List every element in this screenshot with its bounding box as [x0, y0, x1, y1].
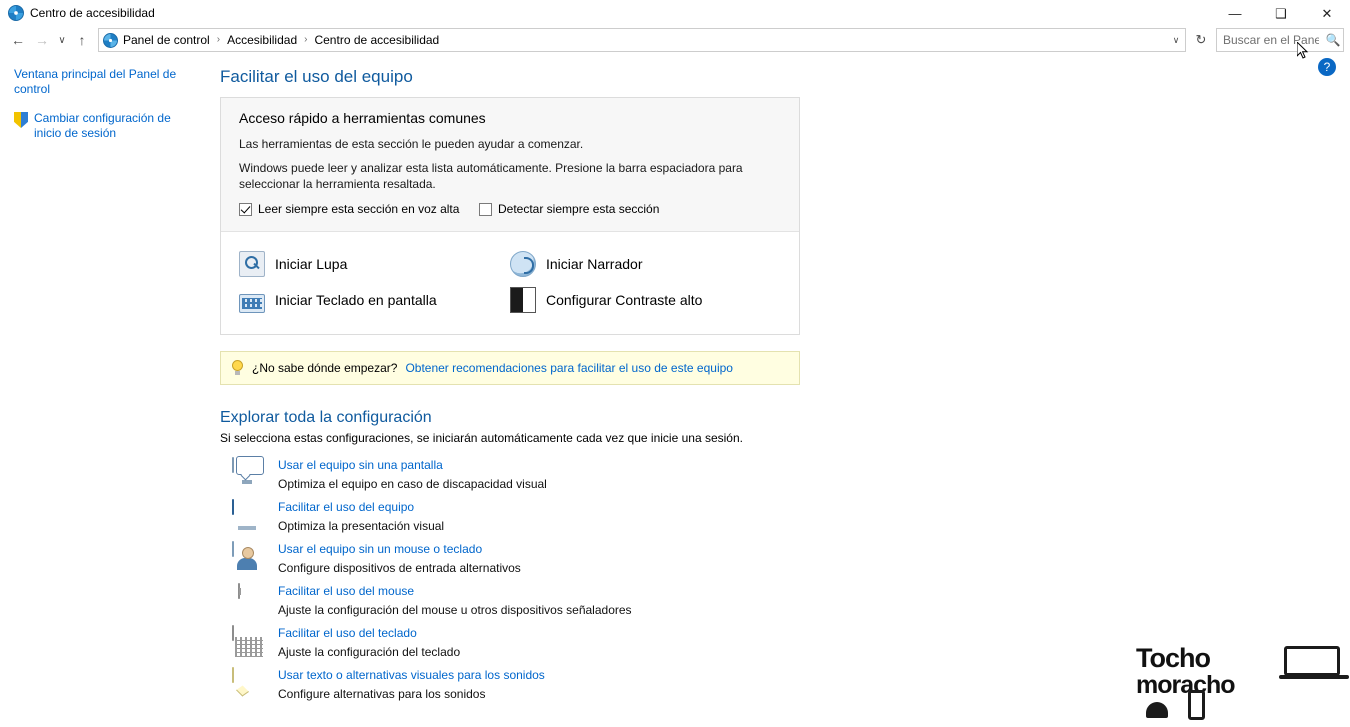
quick-access-heading: Acceso rápido a herramientas comunes — [239, 110, 486, 126]
breadcrumb-item-2[interactable]: Centro de accesibilidad — [314, 33, 440, 47]
watermark — [1136, 644, 1342, 722]
lightbulb-icon — [231, 360, 244, 376]
tool-label: Configurar Contraste alto — [546, 292, 703, 308]
setting-description: Optimiza el equipo en caso de discapacidad visual — [278, 477, 547, 491]
quick-access-panel — [220, 97, 800, 335]
android-icon — [1146, 702, 1168, 718]
search-box[interactable] — [1216, 28, 1344, 52]
keyboard-icon — [232, 626, 266, 660]
breadcrumb-separator-0[interactable]: › — [216, 34, 221, 45]
setting-make-mouse-easier-to-use[interactable] — [220, 581, 1350, 623]
setting-description: Configure dispositivos de entrada alternativos — [278, 561, 521, 575]
forward-icon[interactable]: → — [35, 32, 49, 48]
help-icon[interactable]: ? — [1318, 58, 1336, 76]
quick-access-line-1: Las herramientas de esta sección le pueden ayudar a comenzar. — [239, 137, 584, 151]
setting-link[interactable]: Usar texto o alternativas visuales para los sonidos — [278, 668, 545, 682]
maximize-button[interactable]: ❑ — [1275, 5, 1287, 21]
back-icon[interactable]: ← — [11, 32, 25, 48]
setting-description: Ajuste la configuración del mouse u otros dispositivos señaladores — [278, 603, 632, 617]
tool-label: Iniciar Lupa — [275, 256, 348, 272]
monitor-icon — [232, 500, 266, 534]
sidebar-item-label: Cambiar configuración de inicio de sesión — [34, 111, 171, 140]
sidebar — [0, 55, 206, 727]
quick-access-header — [221, 98, 799, 232]
control-panel-icon — [8, 5, 24, 21]
setting-link[interactable]: Facilitar el uso del equipo — [278, 500, 415, 514]
close-button[interactable]: ✕ — [1321, 5, 1333, 21]
quick-access-tools — [221, 232, 799, 334]
quick-access-checkboxes — [239, 202, 781, 217]
explore-heading: Explorar toda la configuración — [220, 409, 432, 426]
breadcrumb-item-0[interactable]: Panel de control — [123, 33, 210, 47]
search-input[interactable] — [1217, 33, 1323, 47]
checkbox-label: Detectar siempre esta sección — [498, 202, 660, 216]
onscreen-keyboard-icon — [239, 294, 265, 313]
person-icon — [232, 542, 266, 576]
checkbox-read-section-aloud[interactable] — [239, 202, 479, 217]
watermark-line-2: moracho — [1136, 671, 1235, 699]
address-bar[interactable] — [98, 28, 1186, 52]
minimize-button[interactable]: — — [1228, 5, 1242, 21]
setting-link[interactable]: Usar el equipo sin una pantalla — [278, 458, 443, 472]
tool-start-magnifier[interactable] — [239, 246, 510, 282]
checkbox-always-scan-section[interactable] — [479, 202, 659, 217]
tip-question: ¿No sabe dónde empezar? — [252, 361, 398, 375]
setting-make-computer-easier-to-see[interactable] — [220, 497, 1350, 539]
breadcrumb-separator-1[interactable]: › — [304, 34, 308, 45]
sidebar-item-control-panel-home[interactable]: Ventana principal del Panel de control — [14, 67, 177, 96]
magnifier-icon — [239, 251, 265, 277]
setting-use-computer-without-mouse-or-keyboard[interactable] — [220, 539, 1350, 581]
content-area — [0, 55, 1350, 727]
sound-bubble-icon — [232, 668, 266, 702]
phone-icon — [1188, 690, 1205, 720]
narrator-icon — [510, 251, 536, 277]
setting-link[interactable]: Facilitar el uso del teclado — [278, 626, 417, 640]
setting-description: Configure alternativas para los sonidos — [278, 687, 486, 701]
recent-locations-icon[interactable]: ∨ — [58, 34, 66, 46]
checkbox-icon[interactable] — [239, 203, 252, 216]
setting-link[interactable]: Facilitar el uso del mouse — [278, 584, 415, 598]
tool-label: Iniciar Narrador — [546, 256, 643, 272]
laptop-icon — [1284, 646, 1340, 676]
setting-description: Ajuste la configuración del teclado — [278, 645, 461, 659]
window-title: Centro de accesibilidad — [30, 6, 155, 20]
shield-icon — [14, 112, 28, 128]
breadcrumb-item-1[interactable]: Accesibilidad — [227, 33, 298, 47]
tool-setup-high-contrast[interactable] — [510, 282, 781, 318]
recommendations-tip — [220, 351, 800, 385]
explore-subtitle: Si selecciona estas configuraciones, se iniciarán automáticamente cada vez que inicie una sesión. — [220, 431, 743, 445]
watermark-line-1: Tocho — [1136, 643, 1210, 673]
search-icon[interactable]: 🔍 — [1325, 33, 1341, 47]
setting-link[interactable]: Usar el equipo sin un mouse o teclado — [278, 542, 483, 556]
sidebar-item-change-signin-settings[interactable] — [14, 111, 198, 155]
tool-start-onscreen-keyboard[interactable] — [239, 282, 510, 318]
checkbox-label: Leer siempre esta sección en voz alta — [258, 202, 460, 216]
address-globe-icon — [99, 29, 121, 51]
chevron-down-icon[interactable]: ∨ — [1172, 34, 1180, 45]
navigation-bar — [0, 27, 1350, 55]
up-icon[interactable]: ↑ — [78, 32, 86, 48]
refresh-icon[interactable]: ↻ — [1195, 32, 1207, 47]
setting-description: Optimiza la presentación visual — [278, 519, 445, 533]
mouse-icon — [232, 584, 266, 618]
tool-label: Iniciar Teclado en pantalla — [275, 292, 437, 308]
quick-access-line-2: Windows puede leer y analizar esta lista automáticamente. Presione la barra espaciadora para seleccionar la herramienta resaltada. — [239, 161, 743, 191]
page-title: Facilitar el uso del equipo — [220, 67, 413, 86]
speech-monitor-icon — [232, 458, 266, 492]
main-panel — [206, 55, 1350, 727]
checkbox-icon[interactable] — [479, 203, 492, 216]
tip-link[interactable]: Obtener recomendaciones para facilitar el uso de este equipo — [405, 361, 733, 375]
high-contrast-icon — [510, 287, 536, 313]
title-bar — [0, 0, 1350, 27]
tool-start-narrator[interactable] — [510, 246, 781, 282]
setting-use-computer-without-display[interactable] — [220, 455, 1350, 497]
window-controls — [1212, 0, 1350, 26]
